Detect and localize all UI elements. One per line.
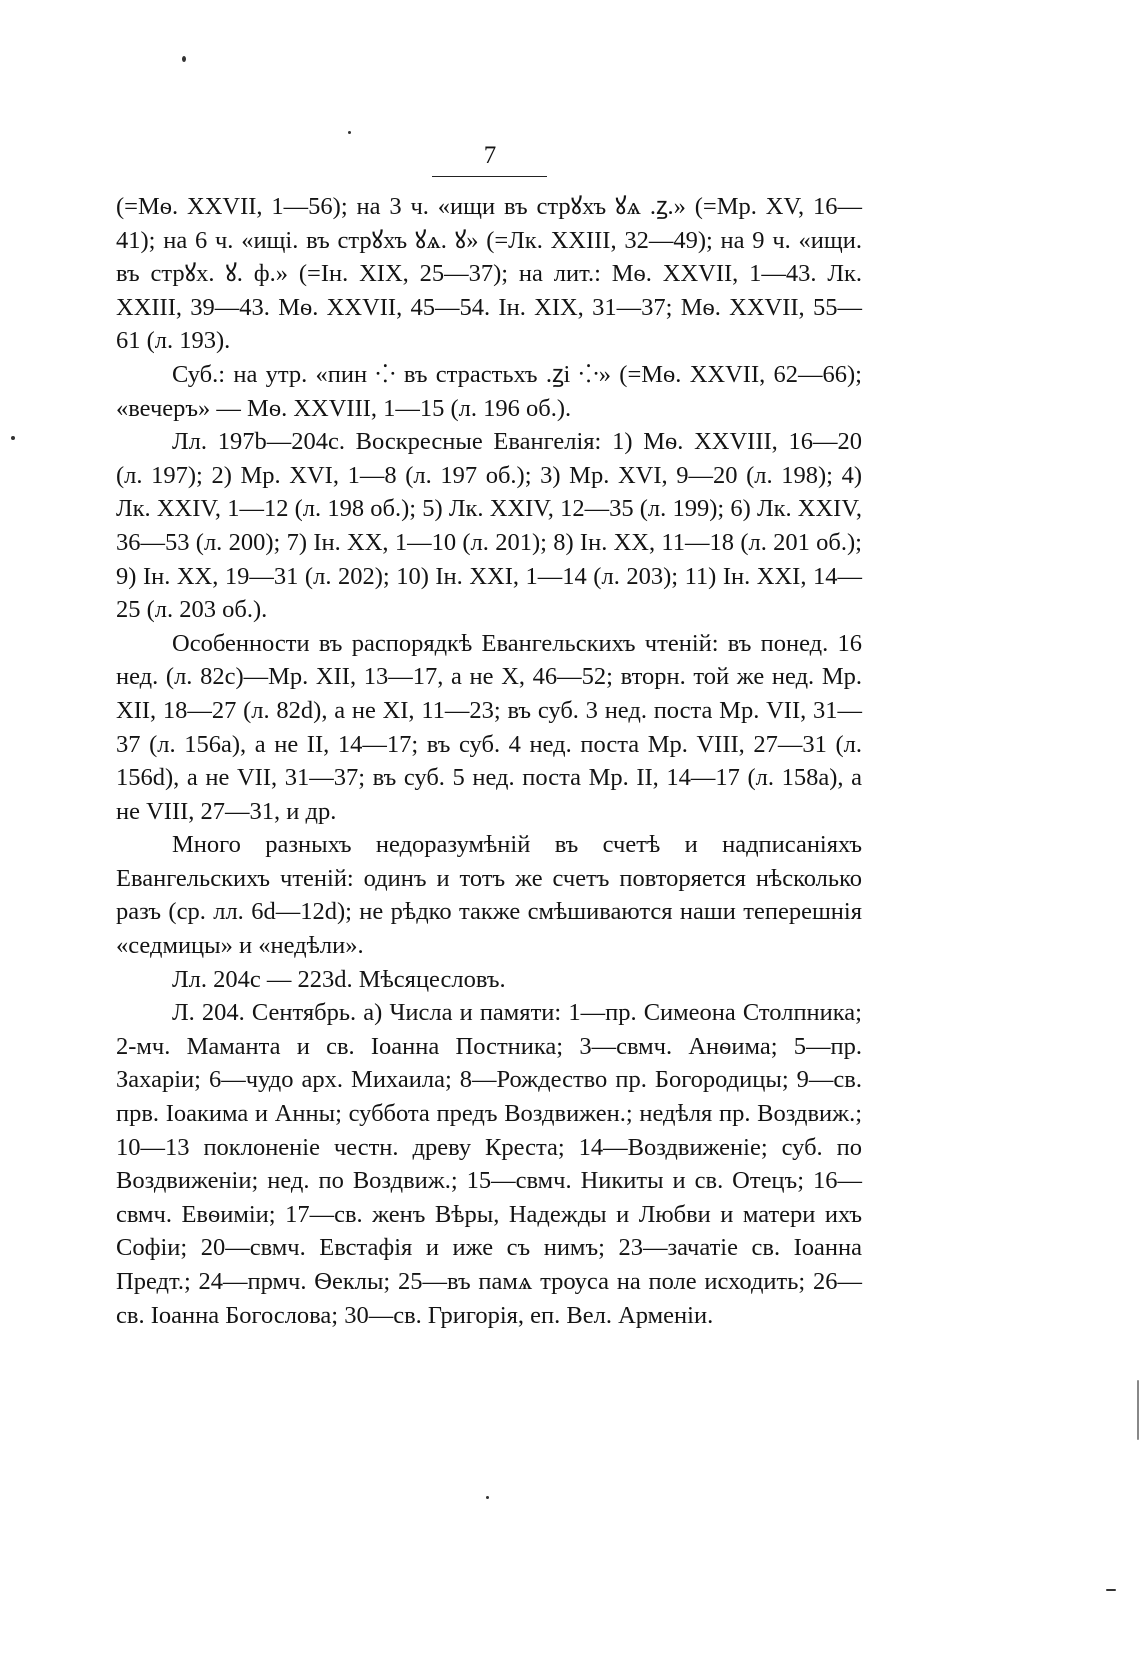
header-rule	[432, 176, 547, 177]
scan-speck	[486, 1496, 489, 1499]
paragraph: Много разныхъ недоразумѣній въ счетѣ и надписаніяхъ Евангельскихъ чтеній: одинъ и тотъ же счетъ повторяется нѣсколько разъ (ср. лл. 6d—12d); не рѣдко также смѣшиваются наши теперешнія «седмицы» и «недѣли».	[116, 831, 862, 960]
scan-speck	[1106, 1589, 1116, 1591]
paragraph: Л. 204. Сентябрь. а) Числа и памяти: 1—пр. Симеона Столпника; 2-мч. Маманта и св. Іоанна Постника; 3—свмч. Анѳима; 5—пр. Захаріи; 6—чудо арх. Михаила; 8—Рождество пр. Богородицы; 9—св. прв. Іоакима и Анны; суббота предъ Воздвижен.; недѣля пр. Воздвиж.; 10—13 поклоненіе честн. древу Креста; 14—Воздвиженіе; суб. по Воздвиженіи; нед. по Воздвиж.; 15—свмч. Никиты и св. Отецъ; 16—свмч. Евѳиміи; 17—св. женъ Вѣры, Надежды и Любви и матери ихъ Софіи; 20—свмч. Евстафія и иже съ нимъ; 23—зачатіе св. Іоанна Предт.; 24—прмч. Ѳеклы; 25—въ памѧ троуса на поле исходить; 26—св. Іоанна Богослова; 30—св. Григорія, еп. Вел. Арменіи.	[116, 999, 862, 1329]
scan-speck	[348, 131, 351, 134]
scan-speck	[1137, 1380, 1139, 1440]
section-heading: Лл. 204с — 223d. Мѣсяцесловъ.	[172, 965, 506, 993]
paragraph: Лл. 197b—204c. Воскресные Евангелія: 1) Мѳ. XXVIII, 16—20 (л. 197); 2) Мр. XVI, 1—8 (л. 197 об.); 3) Мр. XVI, 9—20 (л. 198); 4) Лк. XXIV, 1—12 (л. 198 об.); 5) Лк. XXIV, 12—35 (л. 199); 6) Лк. XXIV, 36—53 (л. 200); 7) Ін. XX, 1—10 (л. 201); 8) Ін. XX, 11—18 (л. 201 об.); 9) Ін. XX, 19—31 (л. 202); 10) Ін. XXI, 1—14 (л. 203); 11) Ін. XXI, 14—25 (л. 203 об.).	[116, 428, 862, 624]
paragraph: Суб.: на утр. «пин ⁘ въ страстьхъ .ꙁі ⁘» (=Мѳ. XXVII, 62—66); «вечеръ» — Мѳ. XXVIII, 1—15 (л. 196 об.).	[116, 360, 862, 422]
scan-speck	[11, 436, 15, 440]
body-text	[116, 190, 862, 1332]
paragraph: Особенности въ распорядкѣ Евангельскихъ чтеній: въ понед. 16 нед. (л. 82с)—Мр. XII, 13—17, а не X, 46—52; вторн. той же нед. Мр. XII, 18—27 (л. 82d), а не XI, 11—23; въ суб. 3 нед. поста Мр. VII, 31—37 (л. 156а), а не II, 14—17; въ суб. 4 нед. поста Мр. VIII, 27—31 (л. 156d), а не VII, 31—37; въ суб. 5 нед. поста Мр. II, 14—17 (л. 158а), а не VIII, 27—31, и др.	[116, 629, 862, 825]
scan-speck	[182, 56, 186, 62]
page-number: 7	[483, 142, 497, 169]
paragraph: (=Мѳ. XXVII, 1—56); на 3 ч. «ищи въ стрꙋхъ ꙋѧ .ꙁ.» (=Мр. XV, 16—41); на 6 ч. «ищі. въ стрꙋхъ ꙋѧ. ꙋ» (=Лк. XXIII, 32—49); на 9 ч. «ищи. въ стрꙋх. ꙋ. ф.» (=Ін. XIX, 25—37); на лит.: Мѳ. XXVII, 1—43. Лк. XXIII, 39—43. Мѳ. XXVII, 45—54. Ін. XIX, 31—37; Мѳ. XXVII, 55—61 (л. 193).	[116, 193, 862, 355]
